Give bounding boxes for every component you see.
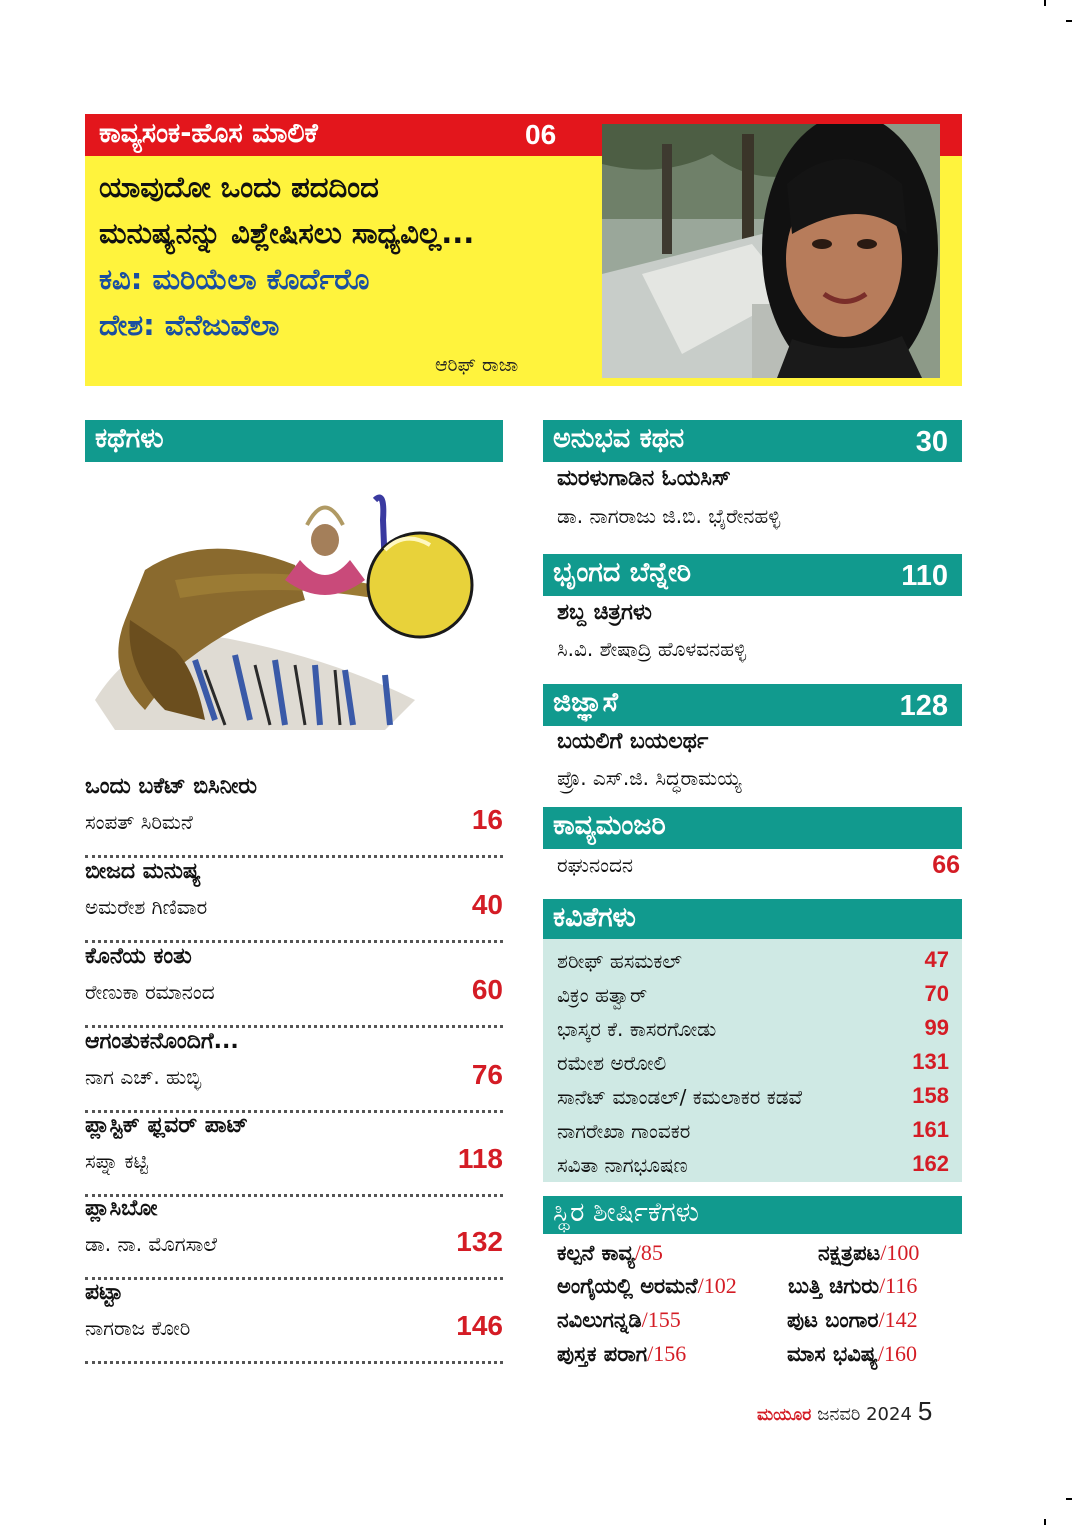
fixed-column-name: ಕಲ್ಪನೆ ಕಾವ್ಯ	[557, 1241, 635, 1265]
kavyamanjari-page-number: 66	[932, 851, 960, 879]
anubhava-title: ಮರಳುಗಾಡಿನ ಓಯಸಿಸ್	[557, 466, 731, 491]
story-author: ಅಮರೇಶ ಗಿಣಿವಾರ	[85, 895, 208, 919]
fixed-column-name: ಬುತ್ತಿ ಚಿಗುರು	[788, 1274, 880, 1298]
fixed-column-page: /100	[880, 1240, 920, 1265]
crop-mark	[1044, 0, 1046, 6]
bhrunga-title: ಶಬ್ದ ಚಿತ್ರಗಳು	[557, 600, 652, 625]
story-page-number: 132	[456, 1226, 503, 1257]
story-title: ಆಗಂತುಕನೊಂದಿಗೆ...	[85, 1029, 239, 1054]
section-title: ಕಥೆಗಳು	[95, 423, 164, 454]
story-page-number: 76	[471, 1059, 503, 1090]
feature-credit: ಆರಿಫ್ ರಾಜಾ	[435, 354, 519, 376]
issue-date: ಜನವರಿ 2024	[817, 1404, 912, 1425]
story-item[interactable]	[85, 1196, 503, 1280]
section-title: ಭೃಂಗದ ಬೆನ್ನೇರಿ	[553, 557, 692, 588]
crop-mark	[1066, 20, 1072, 22]
poem-page-number: 70	[924, 981, 949, 1006]
section-title: ಜಿಜ್ಞಾಸೆ	[553, 687, 618, 718]
fixed-column-item[interactable]	[557, 1240, 663, 1266]
section-page-number: 128	[899, 690, 948, 722]
story-item[interactable]	[85, 1113, 503, 1197]
story-title: ಪ್ಲಾಸಿಬೋ	[85, 1196, 158, 1221]
poem-item[interactable]	[557, 979, 949, 1013]
jijnase-author: ಪ್ರೊ. ಎಸ್.ಜಿ. ಸಿದ್ಧರಾಮಯ್ಯ	[557, 766, 742, 790]
section-title: ಸ್ಥಿರ ಶೀರ್ಷಿಕೆಗಳು	[553, 1197, 699, 1228]
story-page-number: 60	[471, 974, 503, 1005]
fixed-column-item[interactable]	[787, 1307, 918, 1333]
story-title: ಕೊನೆಯ ಕಂತು	[85, 944, 192, 969]
feature-headline-line1: ಯಾವುದೋ ಒಂದು ಪದದಿಂದ	[99, 170, 379, 204]
fixed-column-page: /102	[697, 1273, 737, 1298]
poem-poet: ಸಾನೆಟ್ ಮಾಂಡಲ್/ ಕಮಲಾಕರ ಕಡವೆ	[557, 1085, 803, 1109]
poem-page-number: 162	[912, 1151, 949, 1176]
story-item[interactable]	[85, 944, 503, 1028]
story-author: ನಾಗರಾಜ ಕೋರಿ	[85, 1316, 191, 1340]
feature-block[interactable]	[85, 114, 962, 386]
poem-page-number: 131	[912, 1049, 949, 1074]
section-header-jijnase[interactable]	[543, 684, 962, 726]
fixed-column-name: ನವಿಲುಗನ್ನಡಿ	[557, 1308, 642, 1332]
section-title: ಅನುಭವ ಕಥನ	[553, 423, 685, 454]
page-footer	[757, 1396, 932, 1427]
story-title: ಬೀಜದ ಮನುಷ್ಯ	[85, 859, 201, 884]
story-item[interactable]	[85, 1029, 503, 1113]
section-header-bhrunga[interactable]	[543, 554, 962, 596]
fixed-column-item[interactable]	[818, 1240, 919, 1266]
page-number: 5	[917, 1396, 933, 1426]
poem-item[interactable]	[557, 1047, 949, 1081]
fixed-column-page: /116	[879, 1273, 918, 1298]
poem-poet: ಶರೀಫ್ ಹಸಮಕಲ್	[557, 949, 682, 973]
crop-mark	[1066, 1498, 1072, 1500]
poem-poet: ರಮೇಶ ಅರೋಲಿ	[557, 1051, 667, 1075]
fixed-column-page: /142	[878, 1307, 918, 1332]
story-title: ಪಟ್ಟಾ	[85, 1280, 123, 1305]
poem-poet: ನಾಗರೇಖಾ ಗಾಂವಕರ	[557, 1119, 691, 1143]
poem-page-number: 158	[912, 1083, 949, 1108]
poem-item[interactable]	[557, 1013, 949, 1047]
section-header-poems	[543, 899, 962, 941]
poem-page-number: 161	[912, 1117, 949, 1142]
feature-country: ದೇಶ: ವೆನೆಜುವೆಲಾ	[99, 308, 280, 342]
fixed-column-item[interactable]	[557, 1307, 681, 1333]
feature-poet: ಕವಿ: ಮರಿಯೆಲಾ ಕೊರ್ದೆರೊ	[99, 262, 370, 296]
story-author: ರೇಣುಕಾ ರಮಾನಂದ	[85, 980, 215, 1004]
poem-item[interactable]	[557, 945, 949, 979]
section-title: ಕಾವ್ಯಮಂಜರಿ	[553, 810, 666, 841]
section-header-kavyamanjari[interactable]	[543, 807, 962, 849]
fixed-column-name: ಮಾಸ ಭವಿಷ್ಯ	[787, 1342, 878, 1366]
kavyamanjari-author: ರಘುನಂದನ	[557, 853, 633, 877]
poems-list	[543, 939, 962, 1182]
poet-photo	[602, 124, 940, 378]
poem-page-number: 99	[924, 1015, 949, 1040]
poem-page-number: 47	[924, 947, 949, 972]
fixed-column-page: /85	[634, 1240, 663, 1265]
section-header-fixed	[543, 1196, 962, 1234]
fixed-column-name: ಪುಟ ಬಂಗಾರ	[787, 1308, 879, 1332]
fixed-column-page: /156	[647, 1341, 687, 1366]
story-page-number: 40	[471, 889, 503, 920]
crop-mark	[1044, 1519, 1046, 1525]
section-page-number: 110	[901, 560, 948, 592]
section-page-number: 30	[915, 426, 948, 458]
story-title: ಒಂದು ಬಕೆಟ್ ಬಿಸಿನೀರು	[85, 774, 257, 799]
feature-title: ಕಾವ್ಯಸಂಕ-ಹೊಸ ಮಾಲಿಕೆ	[99, 118, 318, 149]
fixed-column-page: /160	[877, 1341, 918, 1366]
magazine-logo: ಮಯೂರ	[757, 1405, 812, 1425]
story-item[interactable]	[85, 859, 503, 943]
jijnase-title: ಬಯಲಿಗೆ ಬಯಲರ್ಥ	[557, 729, 709, 754]
story-author: ಸಪ್ನಾ ಕಟ್ಟಿ	[85, 1149, 149, 1173]
poem-poet: ಸವಿತಾ ನಾಗಭೂಷಣ	[557, 1153, 688, 1177]
poem-item[interactable]	[557, 1115, 949, 1149]
fixed-column-name: ಅಂಗೈಯಲ್ಲಿ ಅರಮನೆ	[557, 1274, 698, 1298]
poem-poet: ಭಾಸ್ಕರ ಕೆ. ಕಾಸರಗೋಡು	[557, 1017, 717, 1041]
section-header-stories	[85, 420, 503, 462]
section-title: ಕವಿತೆಗಳು	[553, 902, 636, 933]
story-illustration	[85, 470, 503, 742]
story-page-number: 118	[457, 1143, 503, 1174]
poem-item[interactable]	[557, 1149, 949, 1183]
poem-item[interactable]	[557, 1081, 949, 1115]
fixed-column-name: ನಕ್ಷತ್ರಪಟ	[818, 1241, 881, 1265]
story-author: ನಾಗ ಎಚ್. ಹುಬ್ಳಿ	[85, 1065, 201, 1089]
story-page-number: 146	[456, 1310, 503, 1341]
fixed-column-item[interactable]	[788, 1273, 917, 1299]
story-author: ಡಾ. ನಾ. ಮೊಗಸಾಲೆ	[85, 1232, 218, 1256]
fixed-column-item[interactable]	[787, 1341, 917, 1367]
fixed-column-name: ಪುಸ್ತಕ ಪರಾಗ	[557, 1342, 648, 1366]
bhrunga-author: ಸಿ.ವಿ. ಶೇಷಾದ್ರಿ ಹೊಳವನಹಳ್ಳಿ	[557, 637, 747, 661]
story-item[interactable]	[85, 774, 503, 858]
feature-headline-line2: ಮನುಷ್ಯನನ್ನು ವಿಶ್ಲೇಷಿಸಲು ಸಾಧ್ಯವಿಲ್ಲ...	[99, 216, 475, 250]
anubhava-author: ಡಾ. ನಾಗರಾಜು ಜಿ.ಬಿ. ಭೈರೇನಹಳ್ಳಿ	[557, 504, 781, 528]
story-title: ಪ್ಲಾಸ್ಟಿಕ್ ಫ್ಲವರ್ ಪಾಟ್	[85, 1113, 249, 1138]
fixed-column-item[interactable]	[557, 1341, 686, 1367]
story-page-number: 16	[471, 804, 503, 835]
section-header-anubhava[interactable]	[543, 420, 962, 462]
feature-page-number: 06	[525, 119, 557, 150]
story-item[interactable]	[85, 1280, 503, 1364]
poem-poet: ವಿಕ್ರಂ ಹತ್ವಾರ್	[557, 983, 648, 1007]
fixed-column-item[interactable]	[557, 1273, 737, 1299]
story-author: ಸಂಪತ್ ಸಿರಿಮನೆ	[85, 810, 193, 834]
fixed-column-page: /155	[641, 1307, 681, 1332]
